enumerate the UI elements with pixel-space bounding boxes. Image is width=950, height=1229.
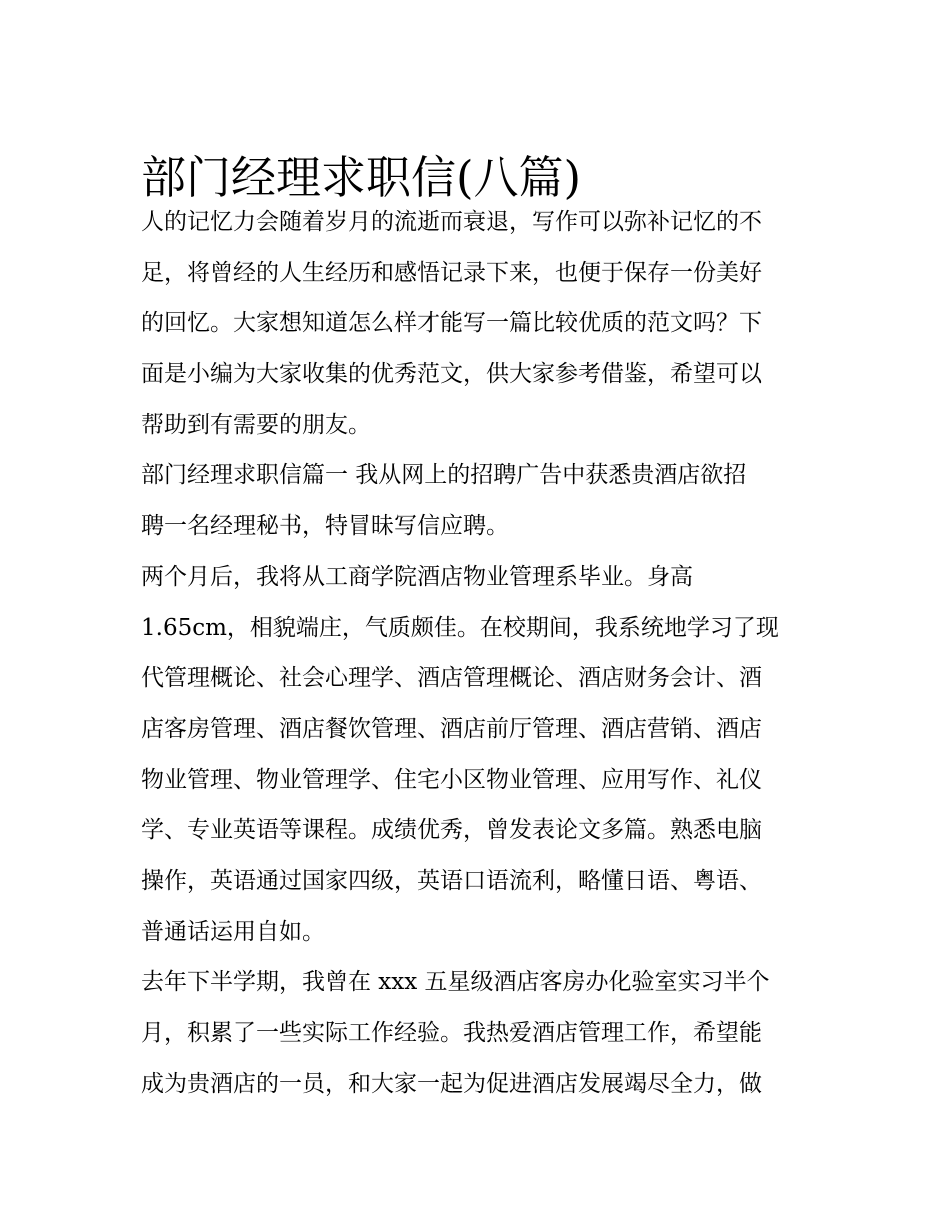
text-line: 操作，英语通过国家四级，英语口语流利，略懂日语、粤语、 — [141, 867, 762, 894]
document-title: 部门经理求职信(八篇) — [141, 151, 582, 205]
document-body — [141, 197, 816, 1109]
text-line: 去年下半学期，我曾在 xxx 五星级酒店客房办化验室实习半个 — [141, 969, 770, 996]
text-line: 部门经理求职信篇一 我从网上的招聘广告中获悉贵酒店欲招 — [141, 462, 747, 489]
text-line: 月，积累了一些实际工作经验。我热爱酒店管理工作，希望能 — [141, 1020, 762, 1046]
text-line: 足，将曾经的人生经历和感悟记录下来，也便于保存一份美好 — [141, 259, 762, 286]
paragraph-intro — [141, 197, 816, 450]
text-line: 的回忆。大家想知道怎么样才能写一篇比较优质的范文吗？下 — [141, 310, 762, 337]
paragraph-education — [141, 552, 816, 958]
paragraph-experience — [141, 957, 816, 1109]
text-line: 两个月后，我将从工商学院酒店物业管理系毕业。身高 — [141, 563, 693, 590]
paragraph-letter-opening — [141, 450, 816, 551]
text-line: 成为贵酒店的一员，和大家一起为促进酒店发展竭尽全力，做 — [141, 1070, 762, 1097]
text-line: 人的记忆力会随着岁月的流逝而衰退，写作可以弥补记忆的不 — [141, 209, 762, 235]
text-line: 物业管理、物业管理学、住宅小区物业管理、应用写作、礼仪 — [141, 766, 762, 793]
text-line: 面是小编为大家收集的优秀范文，供大家参考借鉴，希望可以 — [141, 361, 762, 388]
text-line: 学、专业英语等课程。成绩优秀，曾发表论文多篇。熟悉电脑 — [141, 817, 762, 844]
text-line: 普通话运用自如。 — [141, 918, 325, 945]
text-line: 帮助到有需要的朋友。 — [141, 411, 371, 438]
text-line: 代管理概论、社会心理学、酒店管理概论、酒店财务会计、酒 — [141, 665, 762, 692]
text-line: 1.65cm，相貌端庄，气质颇佳。在校期间，我系统地学习了现 — [141, 614, 779, 641]
text-line: 聘一名经理秘书，特冒昧写信应聘。 — [141, 513, 509, 540]
text-line: 店客房管理、酒店餐饮管理、酒店前厅管理、酒店营销、酒店 — [141, 715, 762, 742]
